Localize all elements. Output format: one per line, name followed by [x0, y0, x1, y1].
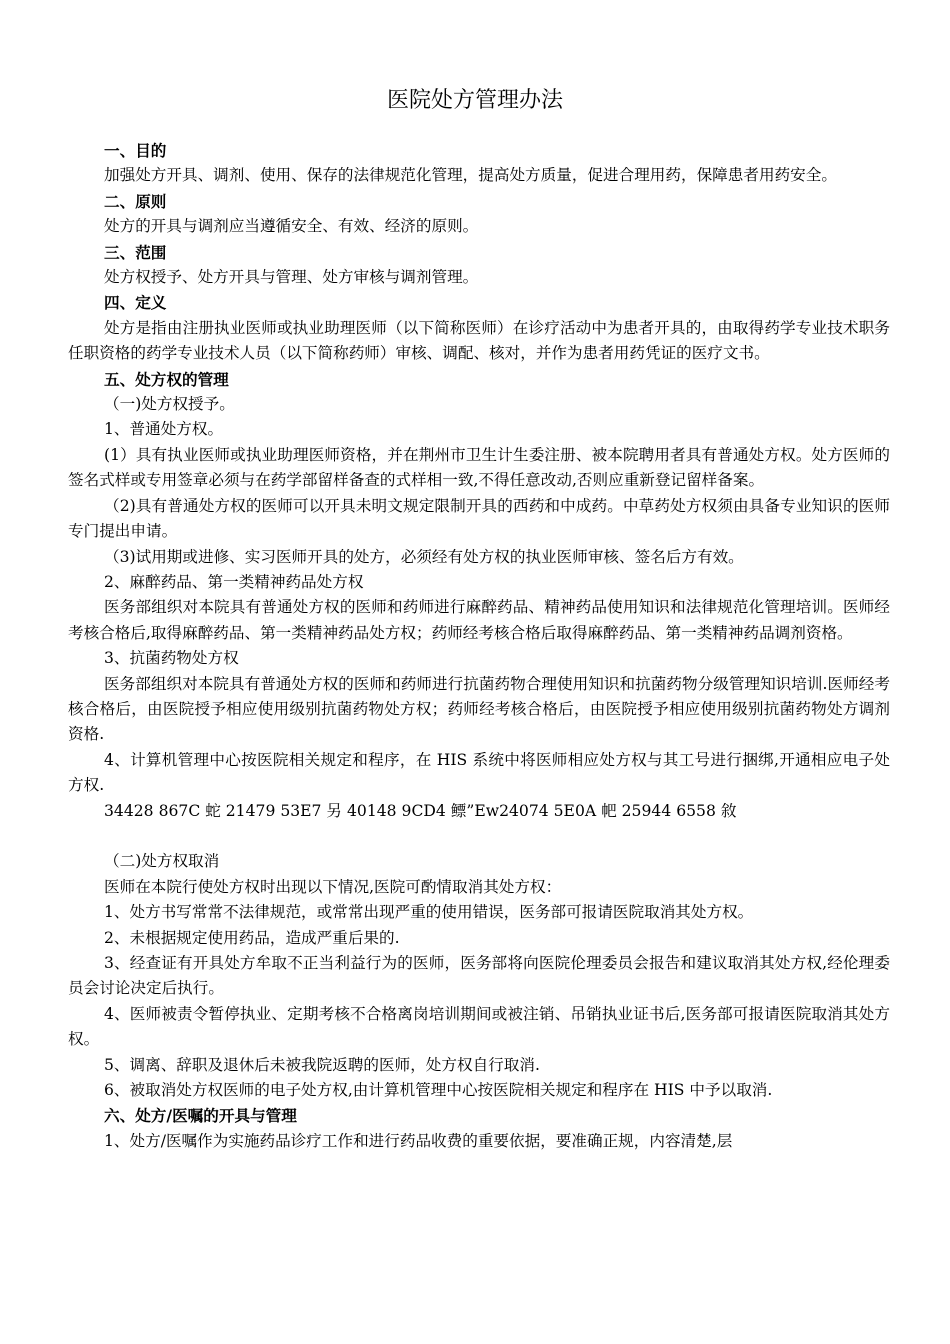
- body-paragraph: 处方是指由注册执业医师或执业助理医师（以下简称医师）在诊疗活动中为患者开具的，由取得药学专业技术职务任职资格的药学专业技术人员（以下简称药师）审核、调配、核对，并作为患者用药凭证的医疗文书。: [68, 318, 890, 363]
- section-heading: 二、原则: [104, 191, 167, 211]
- section-heading: 五、处方权的管理: [104, 369, 229, 389]
- body-paragraph: 医务部组织对本院具有普通处方权的医师和药师进行麻醉药品、精神药品使用知识和法律规范化管理培训。医师经考核合格后,取得麻醉药品、第一类精神药品处方权；药师经考核合格后取得麻醉药品、第一类精神药品调剂资格。: [68, 598, 890, 642]
- body-paragraph: 医师在本院行使处方权时出现以下情况,医院可酌情取消其处方权：: [104, 877, 562, 896]
- section-heading: 四、定义: [104, 293, 167, 313]
- blank-line: [68, 824, 890, 849]
- body-paragraph: 6、被取消处方权医师的电子处方权,由计算机管理中心按医院相关规定和程序在 HIS 中予以取消.: [104, 1081, 773, 1100]
- body-paragraph: 3、经查证有开具处方牟取不正当利益行为的医师，医务部将向医院伦理委员会报告和建议取消其处方权,经伦理委员会讨论决定后执行。: [68, 953, 890, 998]
- body-paragraph: 3、抗菌药物处方权: [104, 649, 239, 668]
- section-heading: 三、范围: [104, 242, 167, 262]
- body-paragraph: 1、处方书写常常不法律规范，或常常出现严重的使用错误，医务部可报请医院取消其处方权。: [104, 903, 754, 922]
- section-heading: 六、处方/医嘱的开具与管理: [104, 1106, 297, 1126]
- body-paragraph: 加强处方开具、调剂、使用、保存的法律规范化管理，提高处方质量，促进合理用药，保障患者用药安全。: [104, 166, 837, 185]
- body-paragraph: （一)处方权授予。: [104, 395, 235, 414]
- body-paragraph: 5、调离、辞职及退休后未被我院返聘的医师，处方权自行取消.: [104, 1055, 540, 1074]
- document-title: 医院处方管理办法: [386, 88, 563, 113]
- body-paragraph: 2、麻醉药品、第一类精神药品处方权: [104, 572, 364, 591]
- body-paragraph: （2)具有普通处方权的医师可以开具未明文规定限制开具的西药和中成药。中草药处方权须由具备专业知识的医师专门提出申请。: [68, 496, 890, 541]
- body-paragraph: （二)处方权取消: [104, 852, 220, 871]
- body-paragraph: （3)试用期或进修、实习医师开具的处方，必须经有处方权的执业医师审核、签名后方有效。: [104, 547, 744, 566]
- document-body: [68, 138, 890, 1154]
- section-heading: 一、目的: [104, 141, 167, 160]
- body-paragraph: 4、医师被责令暂停执业、定期考核不合格离岗培训期间或被注销、吊销执业证书后,医务部可报请医院取消其处方权。: [68, 1004, 890, 1049]
- body-paragraph: 处方的开具与调剂应当遵循安全、有效、经济的原则。: [104, 217, 479, 236]
- body-paragraph: 医务部组织对本院具有普通处方权的医师和药师进行抗菌药物合理使用知识和抗菌药物分级管理知识培训.医师经考核合格后，由医院授予相应使用级别抗菌药物处方权；药师经考核合格后，由医院授予相应使用级别抗菌药物处方调剂资格.: [68, 674, 890, 744]
- body-paragraph: (1）具有执业医师或执业助理医师资格，并在荆州市卫生计生委注册、被本院聘用者具有普通处方权。处方医师的签名式样或专用签章必须与在药学部留样备查的式样相一致,不得任意改动,否则应重新登记留样备案。: [68, 445, 890, 490]
- body-paragraph: 34428 867C 蛇 21479 53E7 另 40148 9CD4 鳔”Ew24074 5E0A 帊 25944 6558 敘: [104, 801, 737, 820]
- body-paragraph: 处方权授予、处方开具与管理、处方审核与调剂管理。: [104, 268, 479, 287]
- body-paragraph: 4、计算机管理中心按医院相关规定和程序，在 HIS 系统中将医师相应处方权与其工号进行捆绑,开通相应电子处方权.: [68, 750, 890, 795]
- body-paragraph: 1、普通处方权。: [104, 420, 224, 439]
- body-paragraph: 1、处方/医嘱作为实施药品诊疗工作和进行药品收费的重要依据，要准确正规，内容清楚,层: [104, 1131, 733, 1150]
- body-paragraph: 2、未根据规定使用药品，造成严重后果的.: [104, 928, 400, 947]
